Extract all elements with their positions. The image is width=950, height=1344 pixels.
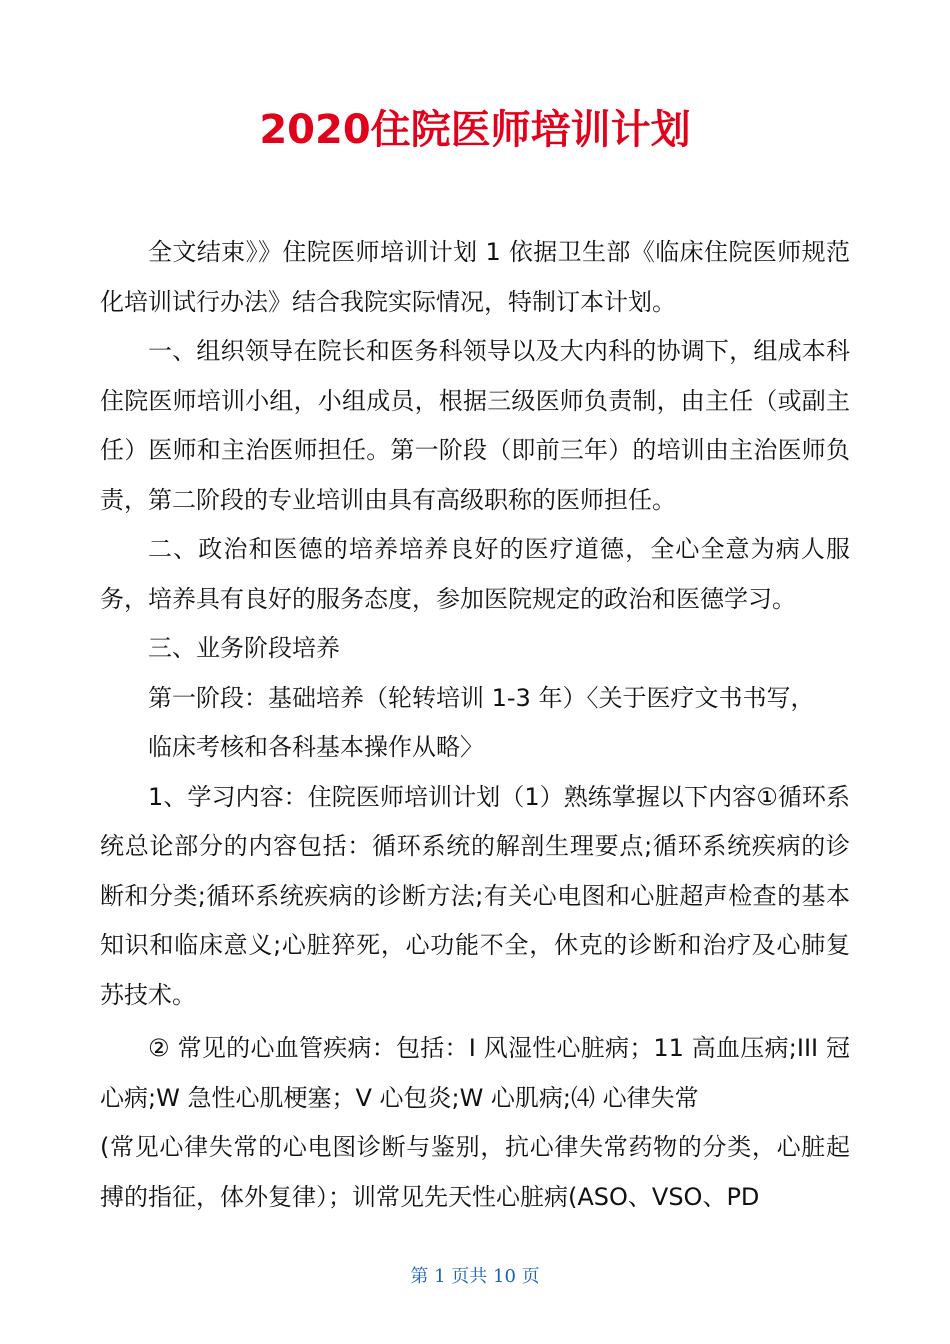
paragraph-section-2: 二、政治和医德的培养培养良好的医疗道德，全心全意为病人服务，培养具有良好的服务态度，参加医院规定的政治和医德学习。	[100, 535, 850, 613]
paragraph-learning-content: 1、学习内容：住院医师培训计划（1）熟练掌握以下内容①循环系统总论部分的内容包括：循环系统的解剖生理要点;循环系统疾病的诊断和分类;循环系统疾病的诊断方法;有关心电图和心脏超声检查的基本知识和临床意义;心脏猝死，心功能不全，休克的诊断和治疗及心肺复苏技术。	[100, 782, 850, 1009]
paragraph-stage-1: 第一阶段：基础培养（轮转培训 1-3 年）〈关于医疗文书书写，	[148, 683, 815, 712]
paragraph-stage-1-note: 临床考核和各科基本操作从略〉	[148, 733, 484, 761]
paragraph-common-diseases: ② 常见的心血管疾病：包括：I 风湿性心脏病；11 高血压病;III 冠心病;W 急性心肌梗塞；V 心包炎;W 心肌病;⑷ 心律失常	[100, 1034, 850, 1112]
paragraph-intro: 全文结束》》住院医师培训计划 1 依据卫生部《临床住院医师规范化培训试行办法》结合我院实际情况，特制订本计划。	[100, 238, 850, 316]
paragraph-section-1: 一、组织领导在院长和医务科领导以及大内科的协调下，组成本科住院医师培训小组，小组成员，根据三级医师负责制，由主任（或副主任）医师和主治医师担任。第一阶段（即前三年）的培训由主治医师负责，第二阶段的专业培训由具有高级职称的医师担任。	[100, 337, 850, 514]
paragraph-section-3-heading: 三、业务阶段培养	[148, 634, 340, 662]
document-title: 2020住院医师培训计划	[259, 107, 691, 153]
document-body	[100, 228, 850, 1222]
page-number-footer: 第 1 页共 10 页	[410, 1266, 540, 1287]
paragraph-arrhythmia: (常见心律失常的心电图诊断与鉴别，抗心律失常药物的分类，心脏起搏的指征，体外复律）；训常见先天性心脏病(ASO、VSO、PD	[100, 1133, 850, 1211]
